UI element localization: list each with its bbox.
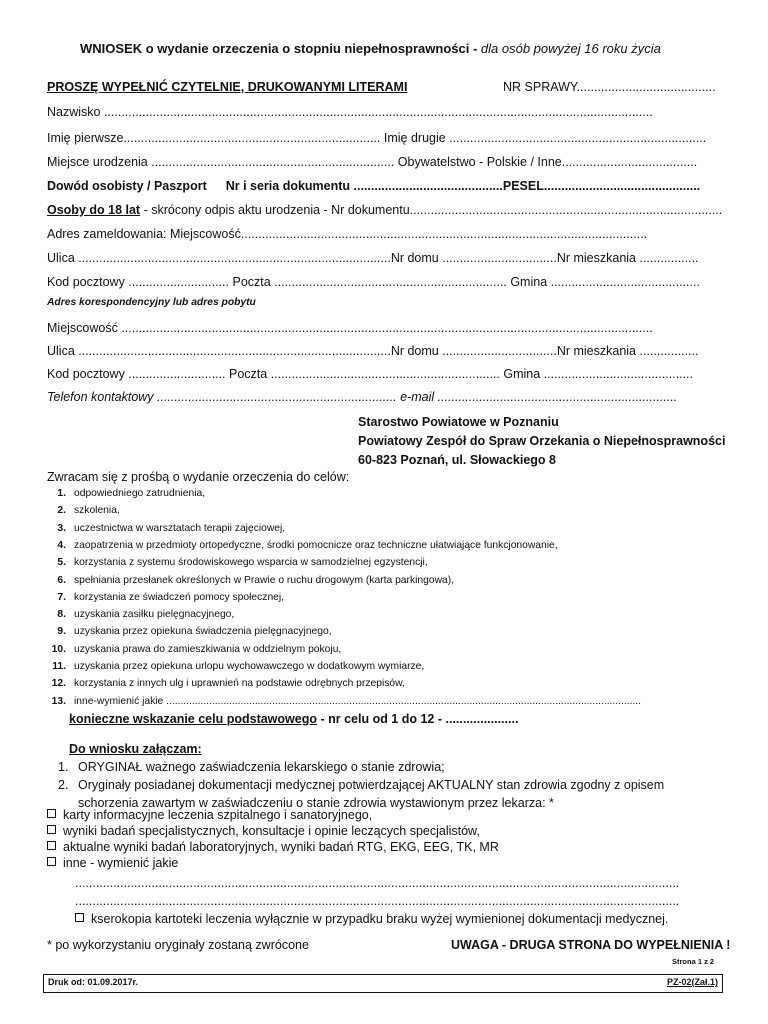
attachment-item-2-line-2: schorzenia zawartym w zaświadczeniu o stanie zdrowia wystawionym przez lekarza: * xyxy=(78,796,554,810)
minors-label: Osoby do 18 lat xyxy=(47,203,141,217)
purpose-number: 2. xyxy=(57,505,66,517)
purpose-item[interactable] xyxy=(46,505,120,516)
correspondence-address-label: Adres korespondencyjny lub adres pobytu xyxy=(47,297,256,308)
purpose-item[interactable] xyxy=(46,488,205,499)
checkbox[interactable] xyxy=(47,809,56,818)
purpose-text: szkolenia, xyxy=(74,505,120,517)
id-document-label: Dowód osobisty / Paszport xyxy=(47,179,207,193)
id-document-row xyxy=(47,179,700,193)
city-field-2[interactable]: Miejscowość ......................................................................................................................................................... xyxy=(47,321,653,335)
purpose-item[interactable] xyxy=(46,557,428,568)
registered-address-field[interactable]: Adres zameldowania: Miejscowość..................................................................................................................... xyxy=(47,227,648,241)
purpose-text: uzyskania przez opiekuna świadczenia pielęgnacyjnego, xyxy=(74,626,332,638)
attachment-item-2 xyxy=(58,778,664,792)
purpose-text: uzyskania zasiłku pielęgnacyjnego, xyxy=(74,609,235,621)
attachment-item-2-line-1: Oryginały posiadanej dokumentacji medycznej potwierdzającej AKTUALNY stan zdrowia zgodny z opisem xyxy=(78,778,665,792)
kserokopia-row xyxy=(75,912,668,926)
case-number-field[interactable]: NR SPRAWY........................................ xyxy=(503,80,716,94)
purpose-item[interactable] xyxy=(46,540,558,551)
kserokopia-text: kserokopia kartoteki leczenia wyłącznie w przypadku braku wyżej wymienionej dokumentacji medycznej. xyxy=(91,912,669,926)
birthplace-field[interactable]: Miejsce urodzenia ...................................................................... Obywatelstwo - Polskie / Inne....................................... xyxy=(47,155,698,169)
attachment-checkbox-label: wyniki badań specjalistycznych, konsultacje i opinie leczących specjalistów, xyxy=(63,824,480,838)
attachment-checkbox-item[interactable] xyxy=(47,824,480,838)
purpose-text: uzyskania prawa do zamieszkiwania w oddzielnym pokoju, xyxy=(74,643,342,655)
attachment-item-1-number: 1. xyxy=(58,760,69,774)
attachment-checkbox-label: karty informacyjne leczenia szpitalnego i sanatoryjnego, xyxy=(63,808,373,822)
purposes-intro: Zwracam się z prośbą o wydanie orzeczenia do celów: xyxy=(47,470,350,484)
kserokopia-checkbox[interactable] xyxy=(75,913,84,922)
street-field-1[interactable]: Ulica ..........................................................................................Nr domu .................................Nr mieszkania ................. xyxy=(47,251,699,265)
form-title-note: dla osób powyżej 16 roku życia xyxy=(480,41,661,56)
purpose-item[interactable] xyxy=(46,523,285,534)
attachment-checkbox-item[interactable] xyxy=(47,840,499,854)
checkbox[interactable] xyxy=(47,841,56,850)
form-title-main: WNIOSEK o wydanie orzeczenia o stopniu niepełnosprawności - xyxy=(80,41,481,56)
purpose-number: 9. xyxy=(57,626,66,638)
second-page-warning: UWAGA - DRUGA STRONA DO WYPEŁNIENIA ! xyxy=(451,938,731,952)
postal-field-1[interactable]: Kod pocztowy ............................. Poczta ................................................................... Gmina ........................................... xyxy=(47,275,700,289)
attachment-item-1 xyxy=(58,760,445,774)
purpose-item[interactable] xyxy=(46,696,641,707)
purpose-number: 4. xyxy=(57,539,66,551)
purpose-item[interactable] xyxy=(46,592,284,603)
attachments-heading: Do wniosku załączam: xyxy=(69,742,202,756)
minors-document-field[interactable]: - skrócony odpis aktu urodzenia - Nr dokumentu.......................................................................................... xyxy=(140,203,723,217)
postal-field-2[interactable]: Kod pocztowy ............................ Poczta .................................................................. Gmina ........................................... xyxy=(47,367,694,381)
attachment-checkbox-item[interactable] xyxy=(47,856,178,870)
purpose-number: 1. xyxy=(57,488,66,499)
purpose-text: zaopatrzenia w przedmioty ortopedyczne, środki pomocnicze oraz techniczne ułatwiające funkcjonowanie, xyxy=(74,539,558,551)
purpose-item[interactable] xyxy=(46,626,332,637)
purpose-number: 6. xyxy=(57,574,66,586)
purpose-number: 10. xyxy=(51,643,66,655)
purpose-item[interactable] xyxy=(46,609,234,620)
addressee-line-1: Starostwo Powiatowe w Poznaniu xyxy=(358,415,559,429)
attachment-checkbox-label: aktualne wyniki badań laboratoryjnych, wyniki badań RTG, EKG, EEG, TK, MR xyxy=(63,840,499,854)
first-name-field[interactable]: Imię pierwsze.......................................................................... Imię drugie .......................................................................... xyxy=(47,131,707,145)
purpose-text: inne-wymienić jakie ...................................................................................................................................................................... xyxy=(74,695,642,707)
attachment-item-2-number: 2. xyxy=(58,778,69,792)
form-code: PZ-02(Zał.1) xyxy=(666,977,718,987)
purpose-item[interactable] xyxy=(46,644,341,655)
attachment-item-1-text: ORYGINAŁ ważnego zaświadczenia lekarskiego o stanie zdrowia; xyxy=(78,760,445,774)
required-purpose-field[interactable]: - nr celu od 1 do 12 - ..................... xyxy=(317,712,519,726)
purpose-number: 5. xyxy=(57,557,66,569)
purpose-text: odpowiedniego zatrudnienia, xyxy=(74,488,206,499)
street-field-2[interactable]: Ulica ..........................................................................................Nr domu .................................Nr mieszkania ................. xyxy=(47,344,699,358)
surname-field[interactable]: Nazwisko .............................................................................................................................................................. xyxy=(47,105,653,119)
print-date: Druk od: 01.09.2017r. xyxy=(48,977,139,987)
purpose-text: korzystania z systemu środowiskowego wsparcia w samodzielnej egzystencji, xyxy=(74,557,428,569)
required-purpose-row xyxy=(69,712,518,726)
page-number: Strona 1 z 2 xyxy=(672,957,715,966)
purpose-number: 13. xyxy=(51,695,66,707)
addressee-line-3: 60-823 Poznań, ul. Słowackiego 8 xyxy=(358,453,556,467)
addressee-line-2: Powiatowy Zespół do Spraw Orzekania o Niepełnosprawności xyxy=(358,434,726,448)
originals-note: * po wykorzystaniu oryginały zostaną zwrócone xyxy=(47,938,309,952)
required-purpose-label: konieczne wskazanie celu podstawowego xyxy=(69,712,317,726)
blank-line-1[interactable]: .............................................................................................................................................................................. xyxy=(75,876,680,890)
fill-instruction: PROSZĘ WYPEŁNIĆ CZYTELNIE, DRUKOWANYMI LITERAMI xyxy=(47,80,408,94)
purpose-text: korzystania z innych ulg i uprawnień na podstawie odrębnych przepisów, xyxy=(74,678,405,690)
blank-line-2[interactable]: .............................................................................................................................................................................. xyxy=(75,894,680,908)
purpose-text: uczestnictwa w warsztatach terapii zajęciowej, xyxy=(74,522,286,534)
purpose-item[interactable] xyxy=(46,575,454,586)
purpose-text: spełniania przesłanek określonych w Prawie o ruchu drogowym (karta parkingowa), xyxy=(74,574,455,586)
purpose-number: 12. xyxy=(51,678,66,690)
checkbox[interactable] xyxy=(47,825,56,834)
purpose-item[interactable] xyxy=(46,678,405,689)
purpose-number: 8. xyxy=(57,609,66,621)
attachment-checkbox-label: inne - wymienić jakie xyxy=(63,856,179,870)
purpose-number: 7. xyxy=(57,591,66,603)
purpose-number: 3. xyxy=(57,522,66,534)
id-document-number-field[interactable]: Nr i seria dokumentu ........................................... xyxy=(225,179,503,193)
purpose-text: uzyskania przez opiekuna urlopu wychowawczego w dodatkowym wymiarze, xyxy=(74,661,425,672)
checkbox[interactable] xyxy=(47,857,56,866)
footer-box xyxy=(43,974,723,993)
phone-email-field[interactable]: Telefon kontaktowy ..................................................................... e-mail ..................................................................... xyxy=(47,390,678,404)
minors-row xyxy=(47,203,722,217)
attachment-checkbox-item[interactable] xyxy=(47,808,372,822)
purpose-text: korzystania ze świadczeń pomocy społecznej, xyxy=(74,591,285,603)
purpose-number: 11. xyxy=(52,661,66,672)
pesel-field[interactable]: PESEL............................................. xyxy=(502,179,701,193)
purpose-item[interactable] xyxy=(46,661,424,672)
form-title xyxy=(80,41,661,56)
